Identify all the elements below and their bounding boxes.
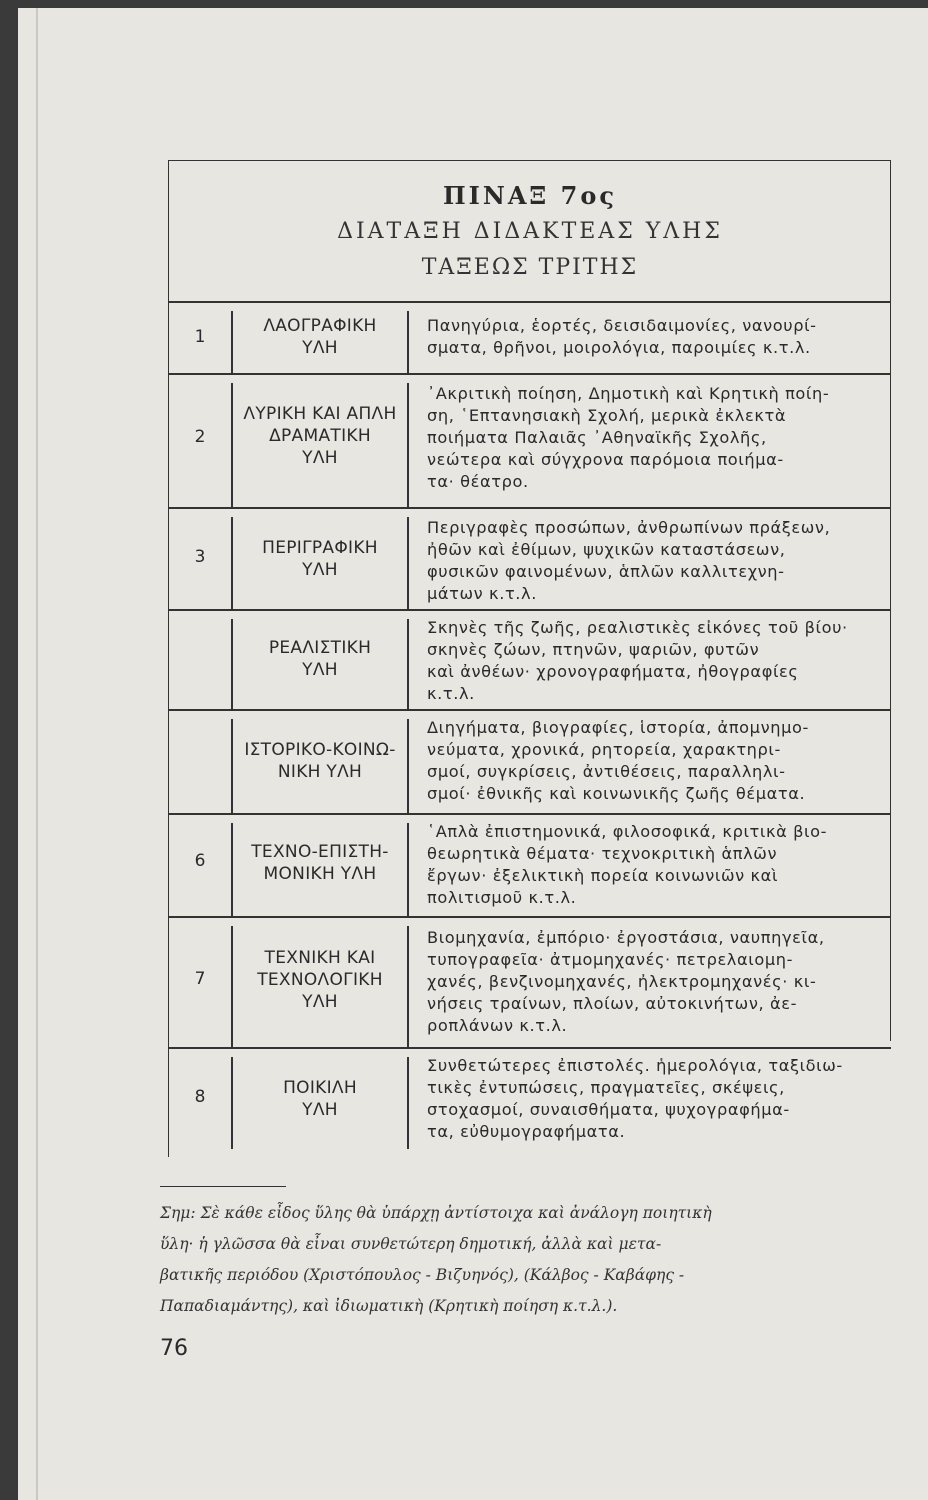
row-description: ᾿Ακριτικὴ ποίηση, Δημοτικὴ καὶ Κρητικὴ ποίη- ση, ῾Επτανησιακὴ Σχολή, μερικὰ ἐκλεκτὰ ποιήματα Παλαιᾶς ᾿Αθηναϊκῆς Σχολῆς, νεώτερα καὶ σύγχρονα παρόμοια ποιήμα- τα· θέατρο.: [427, 384, 830, 491]
row-divider: [169, 301, 891, 303]
row-number: 6: [194, 851, 206, 871]
row-description: Διηγήματα, βιογραφίες, ἱστορία, ἀπομνημο- νεύματα, χρονικά, ρητορεία, χαρακτηρι- σμοί, συγκρίσεις, ἀντιθέσεις, παραλληλι- σμοί· ἐθνικῆς καὶ κοινωνικῆς ζωῆς θέματα.: [427, 718, 809, 803]
row-category: ΙΣΤΟΡΙΚΟ-ΚΟΙΝΩ- ΝΙΚΗ ΥΛΗ: [244, 740, 396, 782]
row-description: Περιγραφὲς προσώπων, ἀνθρωπίνων πράξεων, ἠθῶν καὶ ἐθίμων, ψυχικῶν καταστάσεων, φυσικῶν φαινομένων, ἁπλῶν καλλιτεχνη- μάτων κ.τ.λ.: [427, 518, 831, 603]
row-number: 7: [194, 969, 206, 989]
table-class: ΤΑΞΕΩΣ ΤΡΙΤΗΣ: [421, 255, 639, 280]
col-divider: [407, 823, 409, 916]
col-divider: [407, 619, 409, 709]
row-divider: [169, 507, 891, 509]
row-divider: [169, 373, 891, 375]
row-category: ΠΕΡΙΓΡΑΦΙΚΗ ΥΛΗ: [262, 538, 378, 580]
row-description: ῾Απλὰ ἐπιστημονικά, φιλοσοφικά, κριτικὰ βιο- θεωρητικὰ θέματα· τεχνοκριτικὴ ἁπλῶν ἔργων· ἐξελικτικὴ πορεία κοινωνιῶν καὶ πολιτισμοῦ κ.τ.λ.: [427, 822, 828, 907]
col-divider: [407, 311, 409, 373]
row-category: ΛΑΟΓΡΑΦΙΚΗ ΥΛΗ: [263, 316, 377, 358]
row-description: Βιομηχανία, ἐμπόριο· ἐργοστάσια, ναυπηγεῖα, τυπογραφεῖα· ἀτμομηχανές· πετρελαιομη- χανές, βενζινομηχανές, ἠλεκτρομηχανές· κι- νήσεις τραίνων, πλοίων, αὐτοκινήτων, ἀε- ροπλάνων κ.τ.λ.: [427, 928, 825, 1035]
col-divider: [407, 383, 409, 507]
row-divider: [169, 609, 891, 611]
row-number: 2: [194, 427, 206, 447]
col-divider: [407, 517, 409, 609]
page-edge: [36, 8, 38, 1500]
row-number: 1: [194, 327, 206, 347]
row-category: ΠΟΙΚΙΛΗ ΥΛΗ: [283, 1078, 357, 1120]
footnote-rule: [160, 1186, 286, 1187]
syllabus-table: [168, 160, 891, 1157]
row-number: 8: [194, 1087, 206, 1107]
page-number: 76: [160, 1336, 188, 1361]
row-divider: [169, 1047, 891, 1049]
table-subtitle: ΔΙΑΤΑΞΗ ΔΙΔΑΚΤΕΑΣ ΥΛΗΣ: [337, 219, 723, 244]
footnote: Σημ: Σὲ κάθε εἶδος ὕλης θὰ ὑπάρχῃ ἀντίστοιχα καὶ ἀνάλογη ποιητικὴ ὕλη· ἡ γλῶσσα θὰ εἶναι συνθετώτερη δημοτική, ἀλλὰ καὶ μετα- βατικῆς περιόδου (Χριστόπουλος - Βιζυηνός), (Κάλβος - Καβάφης - Παπαδιαμάντης), καὶ ἰδιωματικὴ (Κρητικὴ ποίηση κ.τ.λ.).: [160, 1204, 712, 1315]
row-divider: [169, 709, 891, 711]
row-category: ΤΕΧΝΙΚΗ ΚΑΙ ΤΕΧΝΟΛΟΓΙΚΗ ΥΛΗ: [257, 948, 383, 1012]
row-category: ΛΥΡΙΚΗ ΚΑΙ ΑΠΛΗ ΔΡΑΜΑΤΙΚΗ ΥΛΗ: [243, 404, 397, 468]
row-divider: [169, 813, 891, 815]
col-divider: [407, 719, 409, 813]
col-divider: [407, 1057, 409, 1149]
row-description: Συνθετώτερες ἐπιστολές. ἡμερολόγια, ταξιδιω- τικὲς ἐντυπώσεις, πραγματεῖες, σκέψεις, στοχασμοί, συναισθήματα, ψυχογραφήμα- τα, εὐθυμογραφήματα.: [427, 1056, 843, 1141]
row-category: ΤΕΧΝΟ-ΕΠΙΣΤΗ- ΜΟΝΙΚΗ ΥΛΗ: [251, 842, 389, 884]
col-divider: [407, 926, 409, 1047]
row-description: Πανηγύρια, ἑορτές, δεισιδαιμονίες, νανουρί- σματα, θρῆνοι, μοιρολόγια, παροιμίες κ.τ.λ.: [427, 316, 817, 357]
row-description: Σκηνὲς τῆς ζωῆς, ρεαλιστικὲς εἰκόνες τοῦ βίου· σκηνὲς ζώων, πτηνῶν, ψαριῶν, φυτῶν καὶ ἀνθέων· χρονογραφήματα, ἠθογραφίες κ.τ.λ.: [427, 618, 848, 703]
row-number: 3: [194, 547, 206, 567]
row-category: ΡΕΑΛΙΣΤΙΚΗ ΥΛΗ: [268, 638, 372, 680]
table-title: ΠΙΝΑΞ 7ος: [442, 181, 617, 210]
row-divider: [169, 916, 891, 918]
